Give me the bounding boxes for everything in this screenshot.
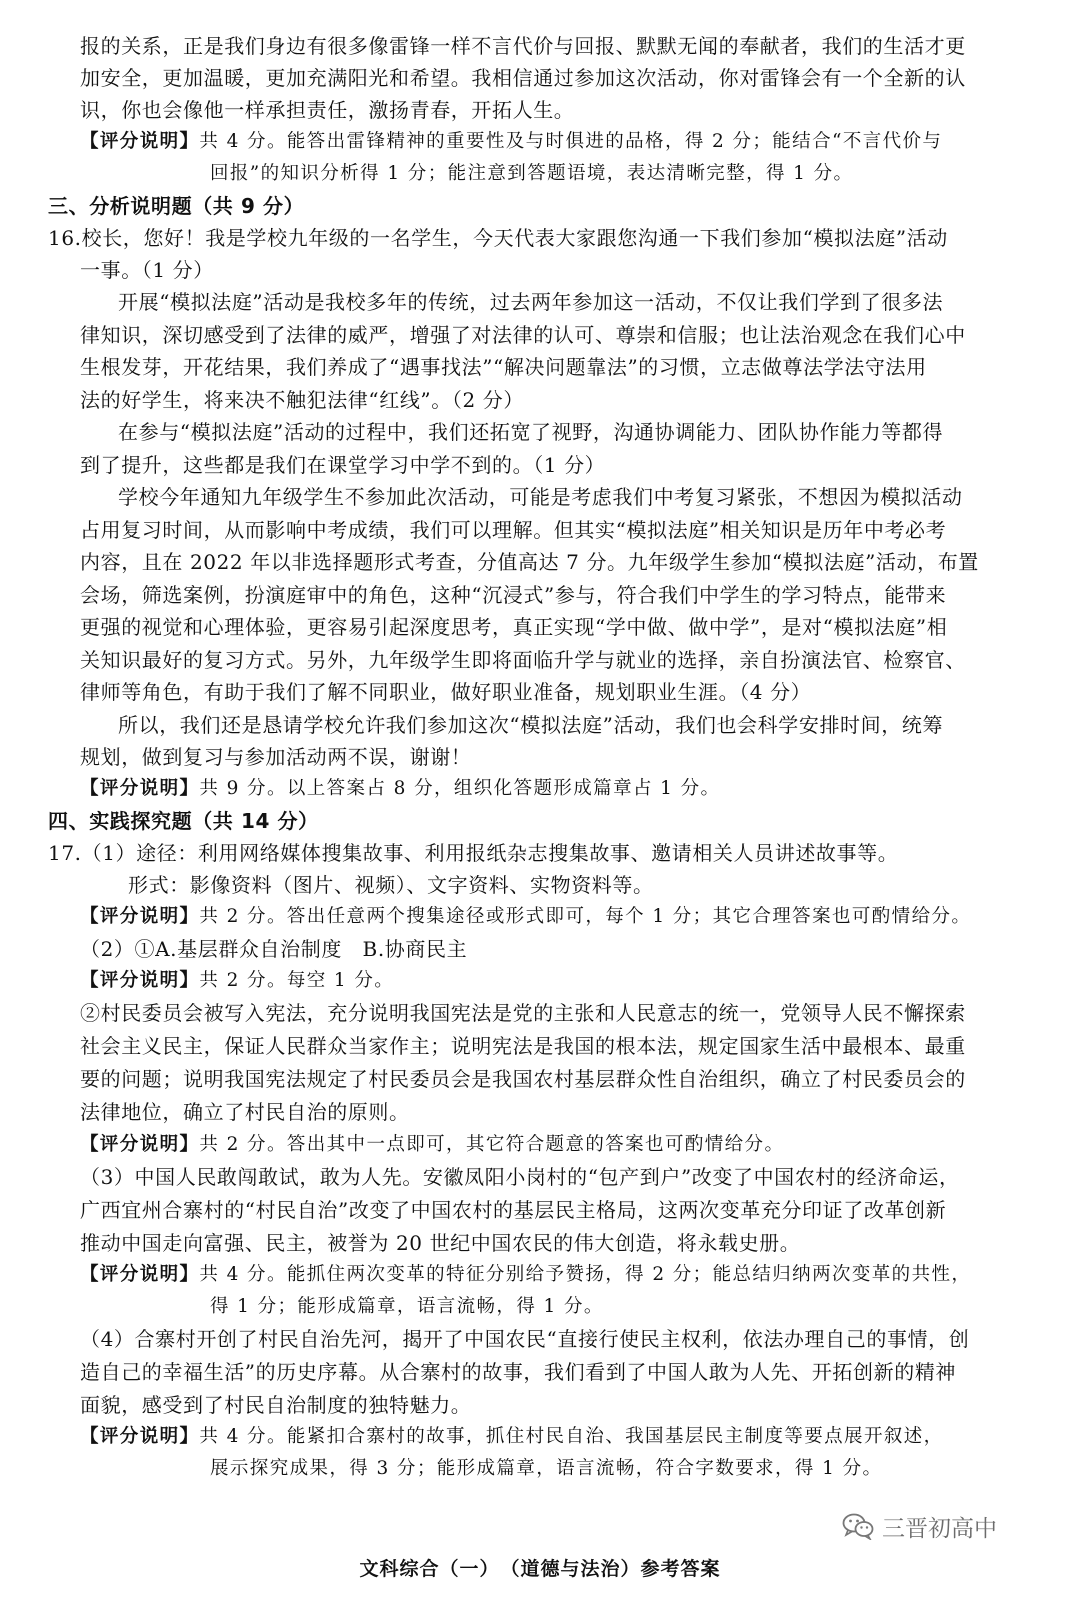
- line-text: 共 4 分。能答出雷锋精神的重要性及与时俱进的品格，得 2 分；能结合“不言代价与: [199, 131, 943, 152]
- line-text: 律知识，深切感受到了法律的威严，增强了对法律的认可、尊崇和信服；也让法治观念在我们心中: [80, 323, 966, 347]
- line-text: 所以，我们还是恳请学校允许我们参加这次“模拟法庭”活动，我们也会科学安排时间，统筹: [118, 713, 944, 737]
- scoring-note-line: [210, 1454, 882, 1484]
- answer-line: [80, 1097, 410, 1127]
- line-text: 造自己的幸福生活”的历史序幕。从合寨村的故事，我们看到了中国人敢为人先、开拓创新的精神: [80, 1360, 957, 1384]
- answer-line: [80, 1390, 471, 1420]
- line-text: 共 4 分。能抓住两次变革的特征分别给予赞扬，得 2 分；能总结归纳两次变革的共性，: [199, 1264, 972, 1285]
- line-text: 识，你也会像他一样承担责任，激扬青春，开拓人生。: [80, 98, 575, 122]
- answer-line: [80, 31, 966, 61]
- section-heading: [48, 806, 319, 836]
- line-text: 回报”的知识分析得 1 分；能注意到答题语境，表达清晰完整，得 1 分。: [210, 163, 854, 184]
- answer-line: [118, 287, 943, 317]
- scoring-note-label: 【评分说明】: [80, 778, 200, 799]
- answer-line: [48, 223, 948, 253]
- answer-line: [80, 547, 979, 577]
- answer-line: [118, 417, 943, 447]
- answer-line: [80, 612, 947, 642]
- scoring-note-label: 【评分说明】: [80, 970, 200, 991]
- answer-line: [80, 95, 574, 125]
- line-text: 展示探究成果，得 3 分；能形成篇章，语言流畅，符合字数要求，得 1 分。: [210, 1458, 883, 1479]
- line-text: 加安全，更加温暖，更加充满阳光和希望。我相信通过参加这次活动，你对雷锋会有一个全新的认: [80, 66, 966, 90]
- line-text: 学校今年通知九年级学生不参加此次活动，可能是考虑我们中考复习紧张，不想因为模拟活动: [118, 485, 963, 509]
- line-text: 共 9 分。以上答案占 8 分，组织化答题形成篇章占 1 分。: [199, 778, 721, 799]
- answer-line: [80, 998, 966, 1028]
- scoring-note-label: 【评分说明】: [80, 1426, 200, 1447]
- answer-line: [80, 645, 966, 675]
- footer-title: 文科综合（一） （道德与法治）参考答案: [359, 1558, 721, 1580]
- answer-line: [48, 838, 898, 868]
- line-text: 要的问题；说明我国宪法规定了村民委员会是我国农村基层群众性自治组织，确立了村民委员会的: [80, 1067, 966, 1091]
- line-text: 律师等角色，有助于我们了解不同职业，做好职业准备，规划职业生涯。（4 分）: [80, 680, 812, 704]
- line-text: 面貌，感受到了村民自治制度的独特魅力。: [80, 1393, 472, 1417]
- line-text: ②村民委员会被写入宪法，充分说明我国宪法是党的主张和人民意志的统一，党领导人民不懈探索: [80, 1001, 966, 1025]
- line-text: 17.（1）途径：利用网络媒体搜集故事、利用报纸杂志搜集故事、邀请相关人员讲述故事等。: [48, 841, 899, 865]
- line-text: （3）中国人民敢闯敢试，敢为人先。安徽凤阳小岗村的“包产到户”改变了中国农村的经济命运，: [80, 1165, 960, 1189]
- scoring-note-line: [210, 1292, 604, 1322]
- scoring-note-line: [80, 902, 971, 932]
- answer-line: [80, 515, 946, 545]
- wechat-icon: [842, 1512, 874, 1540]
- answer-line: [80, 320, 966, 350]
- line-text: 共 2 分。答出其中一点即可，其它符合题意的答案也可酌情给分。: [199, 1134, 785, 1155]
- scoring-note-line: [80, 1422, 944, 1452]
- line-text: 得 1 分；能形成篇章，语言流畅，得 1 分。: [210, 1296, 604, 1317]
- scoring-note-line: [80, 1130, 784, 1160]
- answer-line: [80, 385, 524, 415]
- line-text: 到了提升，这些都是我们在课堂学习中学不到的。（1 分）: [80, 453, 606, 477]
- line-text: 广西宜州合寨村的“村民自治”改变了中国农村的基层民主格局，这两次变革充分印证了改革创新: [80, 1198, 947, 1222]
- answer-line: [80, 1195, 946, 1225]
- line-text: 开展“模拟法庭”活动是我校多年的传统，过去两年参加这一活动，不仅让我们学到了很多法: [118, 290, 944, 314]
- answer-line: [128, 870, 654, 900]
- line-text: 规划，做到复习与参加活动两不误，谢谢！: [80, 745, 472, 769]
- line-text: 生根发芽，开花结果，我们养成了“遇事找法”“解决问题靠法”的习惯，立志做尊法学法守法用: [80, 355, 927, 379]
- line-text: 会场，筛选案例，扮演庭审中的角色，这种“沉浸式”参与，符合我们中学生的学习特点，能带来: [80, 583, 947, 607]
- answer-line: [80, 1064, 966, 1094]
- scoring-note-line: [80, 1260, 971, 1290]
- answer-line: [80, 352, 927, 382]
- scoring-note-line: [80, 127, 942, 157]
- line-text: 三、分析说明题（共 9 分）: [48, 194, 305, 218]
- line-text: 形式：影像资料（图片、视频）、文字资料、实物资料等。: [128, 873, 654, 897]
- line-text: 更强的视觉和心理体验，更容易引起深度思考，真正实现“学中做、做中学”，是对“模拟法庭”相: [80, 615, 948, 639]
- line-text: 一事。（1 分）: [80, 258, 214, 282]
- line-text: 内容，且在 2022 年以非选择题形式考查，分值高达 7 分。九年级学生参加“模拟法庭”活动，布置: [80, 550, 979, 574]
- section-heading: [48, 191, 304, 221]
- line-text: 法律地位，确立了村民自治的原则。: [80, 1100, 410, 1124]
- line-text: 16.校长，您好！我是学校九年级的一名学生，今天代表大家跟您沟通一下我们参加“模拟法庭”活动: [48, 226, 948, 250]
- answer-line: [80, 450, 605, 480]
- answer-line: [80, 63, 966, 93]
- line-text: 占用复习时间，从而影响中考成绩，我们可以理解。但其实“模拟法庭”相关知识是历年中考必考: [80, 518, 947, 542]
- answer-line: [80, 1162, 960, 1192]
- answer-line: [118, 482, 963, 512]
- answer-line: [80, 1228, 800, 1258]
- answer-line: [118, 710, 943, 740]
- line-text: 共 2 分。答出任意两个搜集途径或形式即可，每个 1 分；其它合理答案也可酌情给分。: [199, 906, 972, 927]
- watermark-text: 三晋初高中: [882, 1515, 997, 1542]
- answer-line: [80, 677, 811, 707]
- line-text: 推动中国走向富强、民主，被誉为 20 世纪中国农民的伟大创造，将永载史册。: [80, 1231, 801, 1255]
- scoring-note-line: [80, 966, 394, 996]
- scoring-note-label: 【评分说明】: [80, 1264, 200, 1285]
- answer-line: [80, 255, 214, 285]
- line-text: 共 2 分。每空 1 分。: [199, 970, 395, 991]
- answer-line: [80, 742, 471, 772]
- scoring-note-line: [210, 159, 853, 189]
- line-text: 共 4 分。能紧扣合寨村的故事，抓住村民自治、我国基层民主制度等要点展开叙述，: [199, 1426, 944, 1447]
- line-text: （2）①A.基层群众自治制度 B.协商民主: [80, 937, 468, 961]
- line-text: 在参与“模拟法庭”活动的过程中，我们还拓宽了视野，沟通协调能力、团队协作能力等都得: [118, 420, 944, 444]
- scoring-note-line: [80, 774, 720, 804]
- answer-line: [80, 580, 946, 610]
- line-text: 法的好学生，将来决不触犯法律“红线”。（2 分）: [80, 388, 524, 412]
- line-text: 报的关系，正是我们身边有很多像雷锋一样不言代价与回报、默默无闻的奉献者，我们的生活才更: [80, 34, 966, 58]
- answer-line: [80, 1031, 966, 1061]
- scoring-note-label: 【评分说明】: [80, 131, 200, 152]
- line-text: 关知识最好的复习方式。另外，九年级学生即将面临升学与就业的选择，亲自扮演法官、检察官、: [80, 648, 966, 672]
- scoring-note-label: 【评分说明】: [80, 906, 200, 927]
- watermark: [842, 1506, 997, 1546]
- answer-line: [80, 1324, 969, 1354]
- answer-line: [80, 1357, 956, 1387]
- line-text: （4）合寨村开创了村民自治先河，揭开了中国农民“直接行使民主权利，依法办理自己的事情，创: [80, 1327, 970, 1351]
- scoring-note-label: 【评分说明】: [80, 1134, 200, 1155]
- line-text: 社会主义民主，保证人民群众当家作主；说明宪法是我国的根本法，规定国家生活中最根本、最重: [80, 1034, 966, 1058]
- answer-line: [80, 934, 467, 964]
- line-text: 四、实践探究题（共 14 分）: [48, 809, 319, 833]
